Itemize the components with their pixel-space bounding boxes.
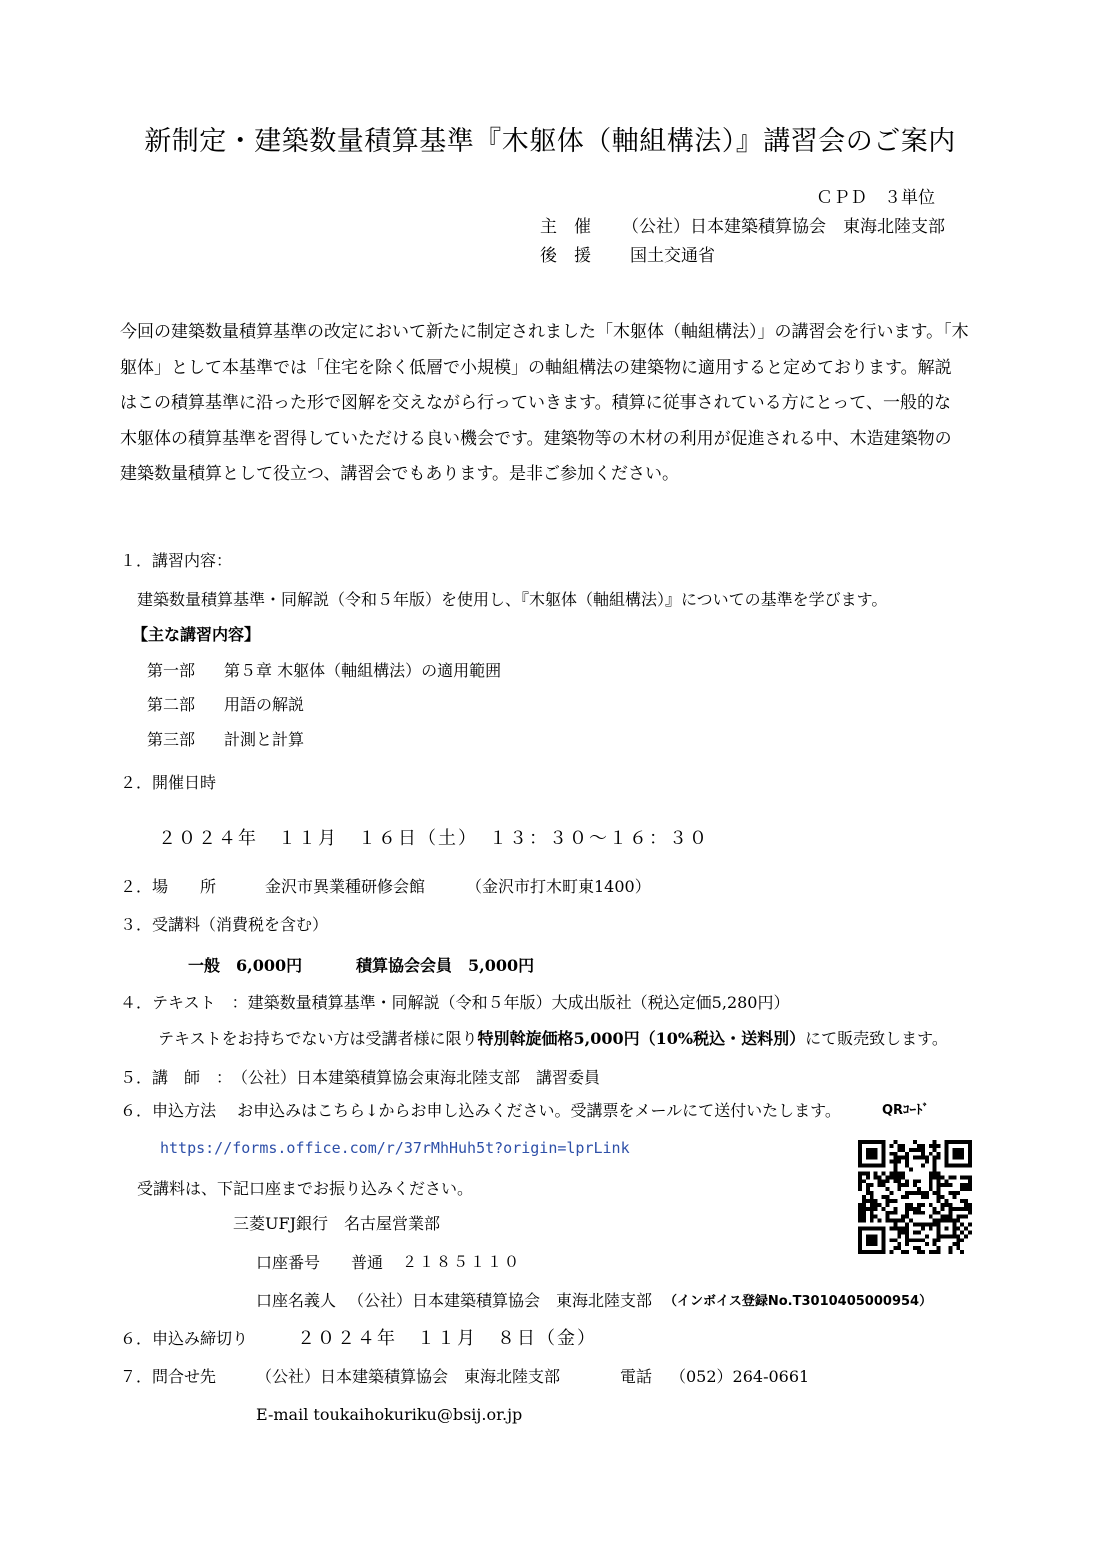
contact-phone-label: 電話	[620, 1367, 653, 1386]
textbook-special-price: 特別斡旋価格5,000円（10%税込・送料別）	[477, 1029, 806, 1048]
venue-label: ２．場 所	[120, 877, 217, 896]
textbook-note-pre: テキストをお持ちでない方は受講者様に限り	[158, 1029, 478, 1048]
course-part-text: 計測と計算	[224, 730, 305, 749]
deadline-date: ２０２４年 １１月 ８日（金）	[297, 1328, 597, 1349]
account-number: ２１８５１１０	[402, 1253, 522, 1271]
textbook-note-post: にて販売致します。	[805, 1029, 948, 1048]
intro-line: 建築数量積算として役立つ、講習会でもあります。是非ご参加ください。	[120, 464, 679, 484]
support: 国土交通省	[630, 246, 715, 266]
qr-code-label: QRｺｰﾄﾞ	[882, 1103, 930, 1118]
intro-line: 躯体」として本基準では「住宅を除く低層で小規模」の軸組構法の建築物に適用すると定めております。解説	[120, 357, 952, 378]
intro-paragraph	[120, 315, 970, 493]
section-5-instructor: ５．講 師 ： （公社）日本建築積算協会東海北陸支部 講習委員	[120, 1068, 601, 1087]
fee-general: 一般 6,000円	[188, 956, 303, 975]
venue-name: 金沢市異業種研修会館	[265, 877, 426, 896]
section-4-heading: ４．テキスト ：建築数量積算基準・同解説（令和５年版）大成出版社（税込定価5,280円）	[120, 993, 790, 1012]
venue-address: （金沢市打木町東1400）	[466, 877, 651, 896]
fee-member: 積算協会会員 5,000円	[356, 956, 535, 975]
account-holder: （公社）日本建築積算協会 東海北陸支部	[348, 1291, 653, 1310]
support-label: 後 援	[540, 246, 591, 266]
qr-code-image[interactable]	[858, 1140, 972, 1254]
course-part-text: 用語の解説	[224, 695, 305, 714]
course-part-label: 第二部	[147, 695, 196, 714]
contact-email: E-mail toukaihokuriku@bsij.or.jp	[256, 1405, 523, 1424]
course-part-label: 第三部	[147, 730, 196, 749]
invoice-number: （インボイス登録No.T3010405000954）	[664, 1294, 933, 1309]
course-part-label: 第一部	[147, 661, 196, 680]
contact-label: ７．問合せ先	[120, 1367, 217, 1386]
page-title: 新制定・建築数量積算基準『木躯体（軸組構法）』講習会のご案内	[144, 126, 956, 157]
account-holder-label: 口座名義人	[256, 1291, 337, 1310]
organizer-label: 主 催	[540, 217, 591, 237]
event-datetime: ２０２４年 １１月 １６日（土） １３：３０～１６：３０	[158, 828, 709, 849]
organizer: （公社）日本建築積算協会 東海北陸支部	[622, 217, 945, 237]
course-part-text: 第５章 木躯体（軸組構法）の適用範囲	[224, 661, 502, 680]
account-number-label: 口座番号	[256, 1253, 321, 1272]
section-1-heading: １．講習内容：	[120, 551, 233, 570]
intro-line: 今回の建築数量積算基準の改定において新たに制定されました「木躯体（軸組構法）」の講習会を行います。「木	[120, 322, 969, 342]
deadline-label: ６．申込み締切り	[120, 1329, 249, 1348]
section-2-heading: ２．開催日時	[120, 773, 217, 792]
transfer-note: 受講料は、下記口座までお振り込みください。	[137, 1179, 474, 1198]
account-type: 普通	[351, 1253, 384, 1272]
contact-org: （公社）日本建築積算協会 東海北陸支部	[256, 1367, 561, 1386]
bank-name: 三菱UFJ銀行 名古屋営業部	[233, 1214, 441, 1233]
section-6-heading: ６．申込方法 お申込みはこちら↓からお申し込みください。受講票をメールにて送付いたします。	[120, 1101, 841, 1120]
textbook-note	[158, 1031, 948, 1047]
application-form-link[interactable]: https://forms.office.com/r/37rMhHuh5t?origin=lprLink	[160, 1139, 630, 1157]
section-1-desc: 建築数量積算基準・同解説（令和５年版）を使用し、『木躯体（軸組構法）』についての基準を学びます。	[137, 590, 888, 609]
cpd-units: ＣＰＤ ３単位	[816, 188, 935, 208]
intro-line: はこの積算基準に沿った形で図解を交えながら行っていきます。積算に従事されている方にとって、一般的な	[120, 393, 951, 413]
section-3-heading: ３．受講料（消費税を含む）	[120, 915, 329, 934]
intro-line: 木躯体の積算基準を習得していただける良い機会です。建築物等の木材の利用が促進される中、木造建築物の	[120, 428, 952, 449]
contact-phone: （052）264-0661	[670, 1367, 810, 1386]
section-1-subheading: 【主な講習内容】	[132, 625, 261, 644]
